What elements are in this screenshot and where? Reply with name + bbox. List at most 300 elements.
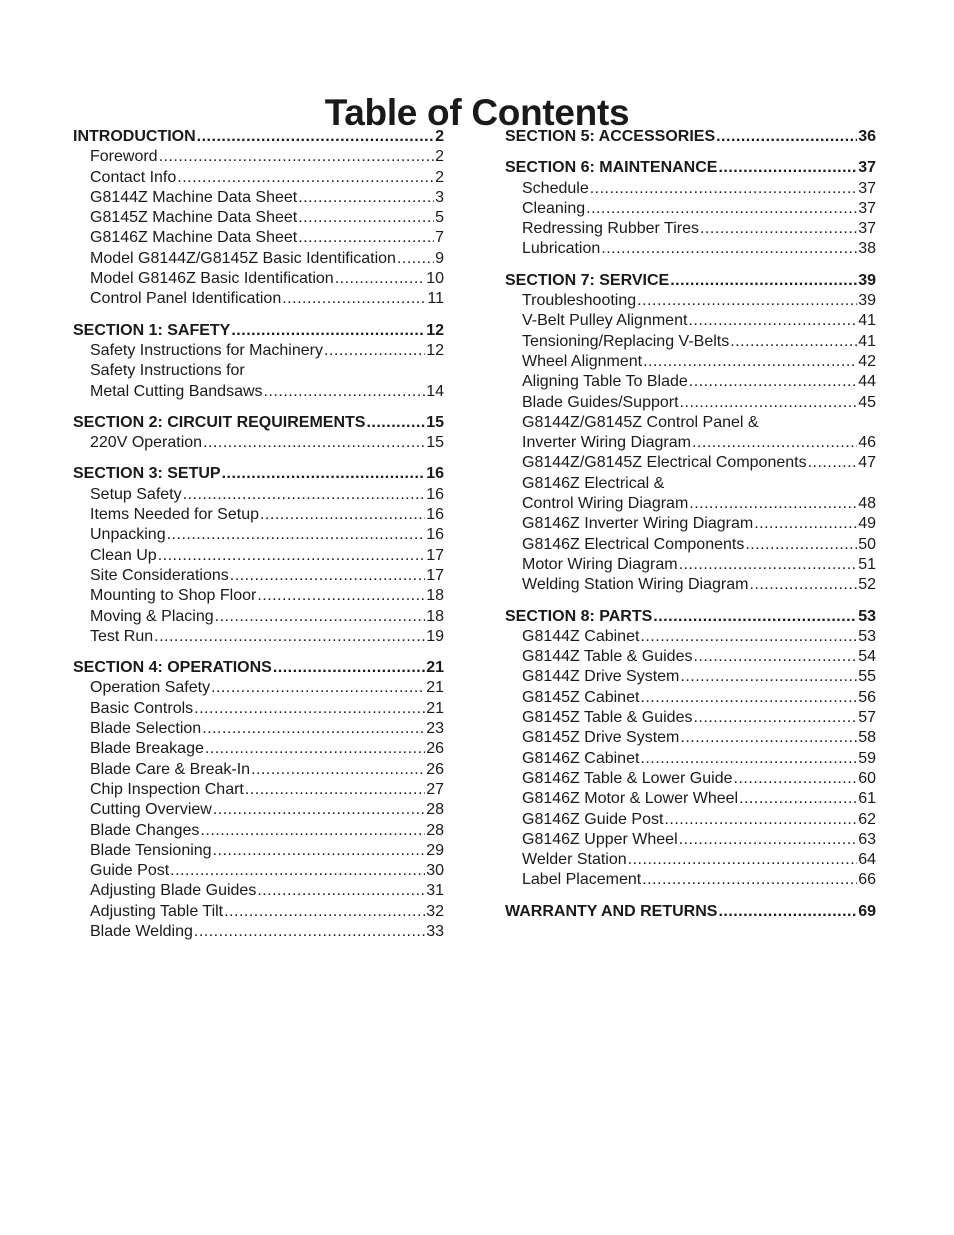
toc-entry-label: Wheel Alignment	[522, 352, 643, 370]
dot-leader	[754, 514, 857, 534]
toc-heading-section-2-circuit-requirements[interactable]	[73, 413, 444, 433]
toc-entry-label: Blade Tensioning	[90, 841, 212, 859]
toc-entry-unpacking[interactable]	[73, 525, 444, 545]
toc-heading-label: SECTION 1: SAFETY	[73, 321, 231, 339]
page-number: 56	[858, 688, 876, 706]
dot-leader	[693, 708, 857, 728]
dot-leader	[282, 289, 426, 309]
dot-leader	[679, 555, 858, 575]
toc-entry-label: Blade Welding	[90, 922, 193, 940]
toc-entry-troubleshooting[interactable]	[505, 291, 876, 311]
toc-entry-g8145z-drive-system[interactable]	[505, 728, 876, 748]
page-number: 44	[858, 373, 876, 391]
page-number: 37	[858, 179, 876, 197]
toc-entry-label: G8146Z Inverter Wiring Diagram	[522, 515, 754, 533]
dot-leader	[211, 678, 425, 698]
dot-leader	[692, 433, 857, 453]
dot-leader	[245, 780, 425, 800]
toc-entry-basic-controls[interactable]	[73, 699, 444, 719]
dot-leader	[170, 861, 425, 881]
page-number: 28	[426, 821, 444, 839]
page-number: 39	[858, 271, 876, 289]
dot-leader	[653, 607, 857, 627]
toc-entry-label: G8144Z/G8145Z Control Panel &	[522, 413, 759, 431]
dot-leader	[718, 902, 857, 922]
toc-entry-label: Basic Controls	[90, 699, 194, 717]
page-number: 18	[426, 607, 444, 625]
dot-leader	[215, 607, 426, 627]
page-number: 32	[426, 902, 444, 920]
page-number: 11	[427, 290, 444, 308]
dot-leader	[680, 667, 857, 687]
dot-leader	[264, 382, 426, 402]
toc-entry-chip-inspection-chart[interactable]	[73, 780, 444, 800]
toc-entry-label: Blade Guides/Support	[522, 393, 679, 411]
page-number: 12	[426, 321, 444, 339]
toc-entry-g8144z-g8145z-electrical-components[interactable]	[505, 453, 876, 473]
page-number: 7	[435, 229, 444, 247]
toc-entry-test-run[interactable]	[73, 627, 444, 647]
toc-entry-control-panel-identification[interactable]	[73, 289, 444, 309]
dot-leader	[628, 850, 858, 870]
page-number: 27	[426, 780, 444, 798]
toc-entry-label: G8144Z Table & Guides	[522, 648, 693, 666]
page-number: 29	[426, 841, 444, 859]
page-number: 15	[426, 434, 444, 452]
page-number: 10	[426, 270, 444, 288]
toc-entry-g8146z-machine-data-sheet[interactable]	[73, 228, 444, 248]
toc-entry-label: Tensioning/Replacing V-Belts	[522, 332, 730, 350]
page-number: 3	[435, 188, 444, 206]
toc-entry-label: V-Belt Pulley Alignment	[522, 312, 688, 330]
dot-leader	[213, 841, 426, 861]
toc-entry-label: G8146Z Electrical &	[522, 474, 665, 492]
dot-leader	[586, 199, 857, 219]
toc-entry-label: Metal Cutting Bandsaws	[90, 382, 263, 400]
toc-entry-g8144z-table-guides[interactable]	[505, 647, 876, 667]
dot-leader	[224, 902, 425, 922]
toc-entry-label: Mounting to Shop Floor	[90, 587, 257, 605]
page-number: 37	[858, 220, 876, 238]
page-number: 2	[435, 168, 444, 186]
page-number: 51	[858, 555, 876, 573]
toc-entry-g8144z-drive-system[interactable]	[505, 667, 876, 687]
dot-leader	[716, 127, 857, 147]
dot-leader	[679, 830, 858, 850]
toc-entry-model-g8146z-basic-identification[interactable]	[73, 269, 444, 289]
page-number: 42	[858, 352, 876, 370]
toc-entry-label: Welding Station Wiring Diagram	[522, 576, 749, 594]
page-number: 16	[426, 485, 444, 503]
dot-leader	[213, 800, 425, 820]
page-number: 47	[858, 454, 876, 472]
dot-leader	[257, 881, 425, 901]
toc-entry-g8145z-machine-data-sheet[interactable]	[73, 208, 444, 228]
dot-leader	[601, 239, 857, 259]
page-number: 21	[426, 699, 444, 717]
toc-section	[505, 607, 876, 891]
page-number: 49	[858, 515, 876, 533]
toc-entry-label: Guide Post	[90, 862, 170, 880]
dot-leader	[590, 179, 857, 199]
toc-entry-g8146z-table-lower-guide[interactable]	[505, 769, 876, 789]
toc-entry-label: Troubleshooting	[522, 292, 637, 310]
toc-entry-blade-breakage[interactable]	[73, 739, 444, 759]
toc-entry-g8146z-motor-lower-wheel[interactable]	[505, 789, 876, 809]
page-number: 41	[858, 312, 876, 330]
dot-leader	[640, 688, 857, 708]
toc-entry-label: Site Considerations	[90, 566, 229, 584]
page-number: 16	[426, 506, 444, 524]
page-number: 48	[858, 495, 876, 513]
page-number: 55	[858, 668, 876, 686]
page-number: 64	[858, 851, 876, 869]
toc-entry-label: G8145Z Cabinet	[522, 688, 640, 706]
dot-leader	[680, 728, 857, 748]
page-number: 54	[858, 648, 876, 666]
toc-heading-label: SECTION 2: CIRCUIT REQUIREMENTS	[73, 413, 366, 431]
toc-entry-label: Unpacking	[90, 526, 166, 544]
dot-leader	[739, 789, 857, 809]
dot-leader	[693, 647, 857, 667]
toc-section	[505, 271, 876, 596]
toc-entry-label: Model G8144Z/G8145Z Basic Identification	[90, 249, 396, 267]
toc-entry-motor-wiring-diagram[interactable]	[505, 555, 876, 575]
page-number: 60	[858, 769, 876, 787]
page-number: 59	[858, 749, 876, 767]
toc-entry-safety-instructions-for-machinery[interactable]	[73, 341, 444, 361]
toc-entry-redressing-rubber-tires[interactable]	[505, 219, 876, 239]
dot-leader	[194, 922, 425, 942]
dot-leader	[298, 208, 434, 228]
toc-section	[505, 902, 876, 922]
dot-leader	[154, 627, 425, 647]
dot-leader	[689, 372, 857, 392]
dot-leader	[664, 810, 857, 830]
toc-entry-label: Aligning Table To Blade	[522, 373, 688, 391]
toc-entry-metal-cutting-bandsaws[interactable]	[73, 382, 444, 402]
page-number: 19	[426, 627, 444, 645]
toc-entry-cutting-overview[interactable]	[73, 800, 444, 820]
page-title: Table of Contents	[324, 91, 630, 133]
toc-heading-section-7-service[interactable]	[505, 271, 876, 291]
toc-heading-label: SECTION 7: SERVICE	[505, 271, 670, 289]
dot-leader	[670, 271, 857, 291]
toc-entry-contact-info[interactable]	[73, 168, 444, 188]
toc-entry-adjusting-table-tilt[interactable]	[73, 902, 444, 922]
toc-entry-label: G8145Z Table & Guides	[522, 709, 693, 727]
toc-entry-g8146z-upper-wheel[interactable]	[505, 830, 876, 850]
dot-leader	[298, 228, 434, 248]
page-number: 37	[858, 199, 876, 217]
toc-entry-control-wiring-diagram[interactable]	[505, 494, 876, 514]
toc-entry-g8146z-electrical[interactable]	[505, 474, 876, 494]
toc-heading-section-3-setup[interactable]	[73, 464, 444, 484]
toc-entry-label: Operation Safety	[90, 679, 211, 697]
toc-entry-g8144z-machine-data-sheet[interactable]	[73, 188, 444, 208]
toc-entry-label: G8144Z/G8145Z Electrical Components	[522, 454, 807, 472]
toc-entry-g8145z-table-guides[interactable]	[505, 708, 876, 728]
page-number: 45	[858, 393, 876, 411]
toc-entry-label: G8146Z Guide Post	[522, 810, 664, 828]
toc-entry-label: G8144Z Drive System	[522, 668, 680, 686]
toc-entry-cleaning[interactable]	[505, 199, 876, 219]
toc-entry-g8146z-cabinet[interactable]	[505, 749, 876, 769]
toc-entry-label: Lubrication	[522, 240, 601, 258]
toc-entry-schedule[interactable]	[505, 179, 876, 199]
toc-heading-label: INTRODUCTION	[73, 128, 196, 145]
toc-section	[73, 413, 444, 454]
toc-entry-blade-selection[interactable]	[73, 719, 444, 739]
page-number: 57	[858, 709, 876, 727]
toc-entry-operation-safety[interactable]	[73, 678, 444, 698]
toc-entry-label: Adjusting Table Tilt	[90, 902, 224, 920]
page-number: 15	[426, 413, 444, 431]
dot-leader	[177, 168, 434, 188]
toc-entry-label: G8146Z Machine Data Sheet	[90, 229, 298, 247]
toc-entry-label: Blade Breakage	[90, 740, 204, 758]
page-number: 9	[435, 249, 444, 267]
dot-leader	[230, 566, 425, 586]
toc-heading-label: SECTION 5: ACCESSORIES	[505, 128, 716, 145]
page-number: 53	[858, 627, 876, 645]
dot-leader	[257, 586, 425, 606]
dot-leader	[298, 188, 434, 208]
toc-entry-label: G8146Z Motor & Lower Wheel	[522, 790, 739, 808]
page-number: 53	[858, 607, 876, 625]
toc-entry-g8145z-cabinet[interactable]	[505, 688, 876, 708]
toc-entry-aligning-table-to-blade[interactable]	[505, 372, 876, 392]
toc-entry-label: G8144Z Cabinet	[522, 627, 640, 645]
dot-leader	[643, 352, 857, 372]
dot-leader	[730, 332, 857, 352]
toc-entry-label: Foreword	[90, 148, 158, 166]
page-number: 30	[426, 862, 444, 880]
toc-entry-label: G8146Z Table & Lower Guide	[522, 769, 733, 787]
dot-leader	[335, 269, 426, 289]
toc-heading-label: SECTION 6: MAINTENANCE	[505, 159, 718, 177]
toc-entry-label: Cutting Overview	[90, 801, 212, 819]
toc-entry-blade-changes[interactable]	[73, 821, 444, 841]
page-number: 58	[858, 729, 876, 747]
toc-entry-wheel-alignment[interactable]	[505, 352, 876, 372]
toc-entry-mounting-to-shop-floor[interactable]	[73, 586, 444, 606]
toc-entry-label-placement[interactable]	[505, 870, 876, 890]
page-number: 36	[858, 128, 876, 145]
toc-entry-label: Cleaning	[522, 199, 586, 217]
page-number: 63	[858, 830, 876, 848]
dot-leader	[700, 219, 857, 239]
toc-entry-label: Blade Care & Break-In	[90, 760, 251, 778]
page-number: 16	[426, 465, 444, 483]
toc-entry-label: G8145Z Machine Data Sheet	[90, 209, 298, 227]
toc-entry-blade-tensioning[interactable]	[73, 841, 444, 861]
toc-entry-label: Contact Info	[90, 168, 177, 186]
dot-leader	[745, 535, 857, 555]
toc-entry-label: G8144Z Machine Data Sheet	[90, 188, 298, 206]
toc-entry-g8146z-electrical-components[interactable]	[505, 535, 876, 555]
toc-heading-section-5-accessories[interactable]	[505, 127, 876, 147]
toc-section	[505, 158, 876, 259]
toc-section	[73, 464, 444, 647]
toc-entry-label: Items Needed for Setup	[90, 506, 259, 524]
dot-leader	[366, 413, 425, 433]
page-number: 41	[858, 332, 876, 350]
toc-entry-label: Motor Wiring Diagram	[522, 555, 678, 573]
dot-leader	[200, 821, 425, 841]
page-number: 33	[426, 922, 444, 940]
page-number: 14	[426, 382, 444, 400]
page-number: 28	[426, 801, 444, 819]
toc-entry-label: Model G8146Z Basic Identification	[90, 270, 334, 288]
toc-left-column	[73, 127, 444, 953]
toc-entry-safety-instructions-for[interactable]	[73, 361, 444, 381]
toc-entry-label: Safety Instructions for	[90, 362, 245, 380]
toc-entry-label: Setup Safety	[90, 485, 182, 503]
toc-entry-lubrication[interactable]	[505, 239, 876, 259]
toc-entry-tensioning-replacing-v-belts[interactable]	[505, 332, 876, 352]
page-number: 16	[426, 526, 444, 544]
toc-entry-label: Clean Up	[90, 546, 157, 564]
dot-leader	[158, 546, 426, 566]
toc-entry-label: Moving & Placing	[90, 607, 214, 625]
dot-leader	[397, 249, 434, 269]
page-number: 21	[426, 659, 444, 677]
toc-entry-model-g8144z-g8145z-basic-identification[interactable]	[73, 249, 444, 269]
toc-section	[505, 127, 876, 147]
page-number: 2	[435, 128, 444, 145]
page-number: 21	[426, 679, 444, 697]
toc-entry-label: Label Placement	[522, 871, 642, 889]
toc-entry-label: 220V Operation	[90, 434, 203, 452]
toc-section	[73, 127, 444, 310]
dot-leader	[203, 433, 425, 453]
toc-entry-label: Inverter Wiring Diagram	[522, 434, 691, 452]
toc-entry-label: Welder Station	[522, 851, 627, 869]
toc-entry-label: Schedule	[522, 179, 589, 197]
page-number: 69	[858, 902, 876, 920]
page-number: 50	[858, 535, 876, 553]
dot-leader	[194, 699, 425, 719]
dot-leader	[273, 658, 425, 678]
page-number: 31	[426, 882, 444, 900]
dot-leader	[749, 575, 857, 595]
toc-entry-blade-care-break-in[interactable]	[73, 760, 444, 780]
toc-entry-setup-safety[interactable]	[73, 485, 444, 505]
toc-entry-adjusting-blade-guides[interactable]	[73, 881, 444, 901]
toc-entry-guide-post[interactable]	[73, 861, 444, 881]
toc-entry-label: Blade Changes	[90, 821, 200, 839]
toc-entry-welder-station[interactable]	[505, 850, 876, 870]
page-number: 66	[858, 871, 876, 889]
toc-entry-label: Control Wiring Diagram	[522, 495, 689, 513]
toc-right-column	[505, 127, 876, 933]
toc-entry-label: Safety Instructions for Machinery	[90, 341, 323, 359]
page-number: 46	[858, 434, 876, 452]
toc-heading-section-8-parts[interactable]	[505, 607, 876, 627]
toc-entry-foreword[interactable]	[73, 147, 444, 167]
toc-entry-items-needed-for-setup[interactable]	[73, 505, 444, 525]
toc-heading-label: SECTION 4: OPERATIONS	[73, 659, 272, 677]
dot-leader	[734, 769, 858, 789]
toc-section	[73, 321, 444, 402]
toc-heading-introduction[interactable]	[73, 127, 444, 147]
toc-entry-site-considerations[interactable]	[73, 566, 444, 586]
toc-entry-label: G8146Z Upper Wheel	[522, 830, 678, 848]
toc-entry-g8146z-inverter-wiring-diagram[interactable]	[505, 514, 876, 534]
toc-entry-g8144z-g8145z-control-panel[interactable]	[505, 413, 876, 433]
page-number: 17	[426, 546, 444, 564]
toc-entry-label: Redressing Rubber Tires	[522, 220, 699, 238]
toc-entry-welding-station-wiring-diagram[interactable]	[505, 575, 876, 595]
toc-entry-label: G8146Z Electrical Components	[522, 535, 745, 553]
dot-leader	[324, 341, 425, 361]
page-number: 18	[426, 587, 444, 605]
toc-entry-label: Control Panel Identification	[90, 290, 282, 308]
page-number: 38	[858, 240, 876, 258]
toc-entry-label: Test Run	[90, 627, 154, 645]
toc-entry-blade-guides-support[interactable]	[505, 393, 876, 413]
dot-leader	[231, 321, 425, 341]
page-number: 62	[858, 810, 876, 828]
dot-leader	[680, 393, 858, 413]
toc-entry-clean-up[interactable]	[73, 546, 444, 566]
toc-entry-220v-operation[interactable]	[73, 433, 444, 453]
toc-entry-g8144z-cabinet[interactable]	[505, 627, 876, 647]
page-number: 23	[426, 720, 444, 738]
page-number: 5	[435, 209, 444, 227]
toc-heading-section-4-operations[interactable]	[73, 658, 444, 678]
toc-entry-g8146z-guide-post[interactable]	[505, 810, 876, 830]
toc-entry-label: Adjusting Blade Guides	[90, 882, 257, 900]
dot-leader	[222, 464, 426, 484]
dot-leader	[251, 760, 425, 780]
page-number: 26	[426, 740, 444, 758]
toc-entry-label: G8146Z Cabinet	[522, 749, 640, 767]
dot-leader	[640, 627, 857, 647]
page-number: 2	[435, 148, 444, 166]
toc-section	[73, 658, 444, 942]
dot-leader	[689, 494, 857, 514]
dot-leader	[205, 739, 425, 759]
page-number: 37	[858, 159, 876, 177]
toc-entry-blade-welding[interactable]	[73, 922, 444, 942]
toc-heading-warranty-and-returns[interactable]	[505, 902, 876, 922]
toc-heading-label: WARRANTY AND RETURNS	[505, 902, 718, 920]
dot-leader	[718, 158, 857, 178]
page-number: 26	[426, 760, 444, 778]
toc-entry-label: Blade Selection	[90, 720, 202, 738]
page-number: 52	[858, 576, 876, 594]
dot-leader	[202, 719, 425, 739]
page-number: 12	[426, 341, 444, 359]
toc-heading-section-1-safety[interactable]	[73, 321, 444, 341]
page-number: 17	[426, 566, 444, 584]
toc-heading-section-6-maintenance[interactable]	[505, 158, 876, 178]
dot-leader	[159, 147, 435, 167]
page-number: 61	[858, 790, 876, 808]
toc-entry-label: G8145Z Drive System	[522, 729, 680, 747]
dot-leader	[642, 870, 857, 890]
toc-entry-moving-placing[interactable]	[73, 607, 444, 627]
page-number: 39	[858, 292, 876, 310]
toc-entry-v-belt-pulley-alignment[interactable]	[505, 311, 876, 331]
dot-leader	[637, 291, 857, 311]
dot-leader	[167, 525, 426, 545]
dot-leader	[183, 485, 426, 505]
dot-leader	[688, 311, 857, 331]
toc-entry-inverter-wiring-diagram[interactable]	[505, 433, 876, 453]
